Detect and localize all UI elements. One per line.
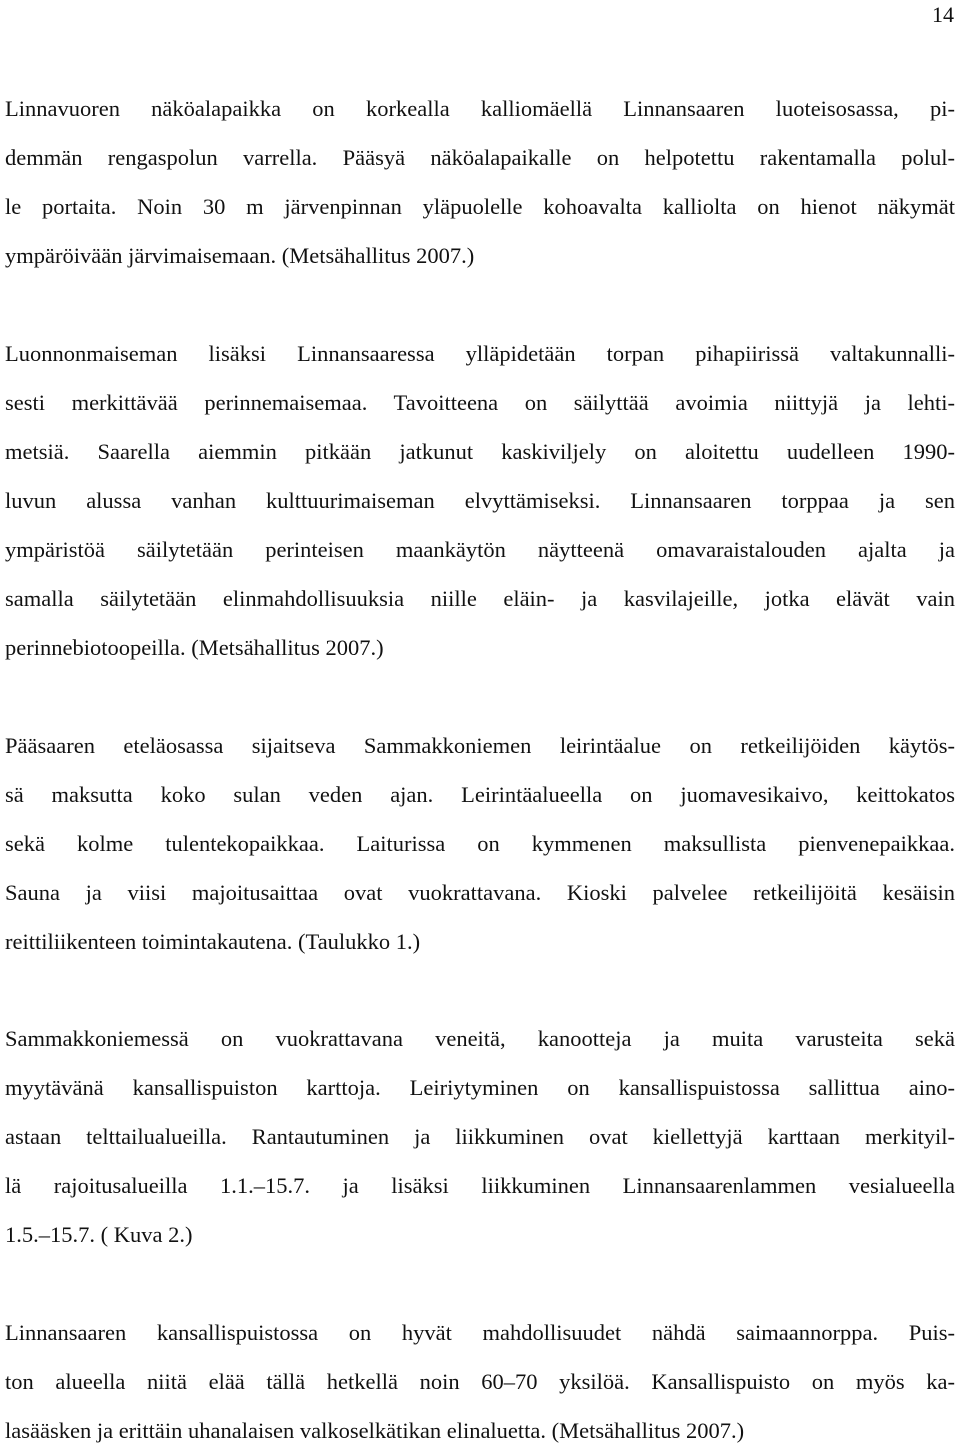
text-line: Linnansaaren kansallispuistossa on hyvät mahdollisuudet nähdä saimaannorppa. Puis-	[5, 1320, 955, 1345]
text-line: sesti merkittävää perinnemaisemaa. Tavoitteena on säilyttää avoimia niittyjä ja lehti-	[5, 390, 955, 415]
text-line: lasääsken ja erittäin uhanalaisen valkoselkätikan elinaluetta. (Metsähallitus 2007.)	[5, 1418, 745, 1443]
text-line: demmän rengaspolun varrella. Pääsyä näköalapaikalle on helpotettu rakentamalla polul-	[5, 145, 955, 170]
text-line: Linnavuoren näköalapaikka on korkealla kalliomäellä Linnansaaren luoteisosassa, pi-	[5, 96, 955, 121]
text-line: le portaita. Noin 30 m järvenpinnan yläpuolelle kohoavalta kalliolta on hienot näkymät	[5, 194, 955, 219]
text-line: metsiä. Saarella aiemmin pitkään jatkunut kaskiviljely on aloitettu uudelleen 1990-	[5, 439, 955, 464]
text-line: ympäristöä säilytetään perinteisen maankäytön näytteenä omavaraistalouden ajalta ja	[5, 537, 955, 562]
text-line: luvun alussa vanhan kulttuurimaiseman elvyttämiseksi. Linnansaaren torppaa ja sen	[5, 488, 955, 513]
text-line: ympäröivään järvimaisemaan. (Metsähallitus 2007.)	[5, 243, 475, 268]
text-line: myytävänä kansallispuiston karttoja. Leiriytyminen on kansallispuistossa sallittua aino-	[5, 1075, 955, 1100]
text-line: sekä kolme tulentekopaikkaa. Laiturissa on kymmenen maksullista pienvenepaikkaa.	[5, 831, 955, 856]
text-line: Sauna ja viisi majoitusaittaa ovat vuokrattavana. Kioski palvelee retkeilijöitä kesäisin	[5, 880, 955, 905]
page-number: 14	[932, 2, 954, 27]
text-line: Sammakkoniemessä on vuokrattavana veneitä, kanootteja ja muita varusteita sekä	[5, 1026, 955, 1051]
text-line: Pääsaaren eteläosassa sijaitseva Sammakkoniemen leirintäalue on retkeilijöiden käytös-	[5, 733, 955, 758]
text-line: 1.5.–15.7. ( Kuva 2.)	[5, 1222, 193, 1247]
text-line: lä rajoitusalueilla 1.1.–15.7. ja lisäksi liikkuminen Linnansaarenlammen vesialueella	[5, 1173, 955, 1198]
text-line: ton alueella niitä elää tällä hetkellä noin 60–70 yksilöä. Kansallispuisto on myös ka-	[5, 1369, 955, 1394]
text-line: perinnebiotoopeilla. (Metsähallitus 2007.)	[5, 635, 384, 660]
text-line: samalla säilytetään elinmahdollisuuksia niille eläin- ja kasvilajeille, jotka elävät vain	[5, 586, 955, 611]
text-line: Luonnonmaiseman lisäksi Linnansaaressa ylläpidetään torpan pihapiirissä valtakunnalli-	[5, 341, 955, 366]
text-line: reittiliikenteen toimintakautena. (Taulukko 1.)	[5, 929, 421, 954]
text-line: astaan telttailualueilla. Rantautuminen ja liikkuminen ovat kiellettyjä karttaan merkityil-	[5, 1124, 955, 1149]
text-line: sä maksutta koko sulan veden ajan. Leirintäalueella on juomavesikaivo, keittokatos	[5, 782, 955, 807]
